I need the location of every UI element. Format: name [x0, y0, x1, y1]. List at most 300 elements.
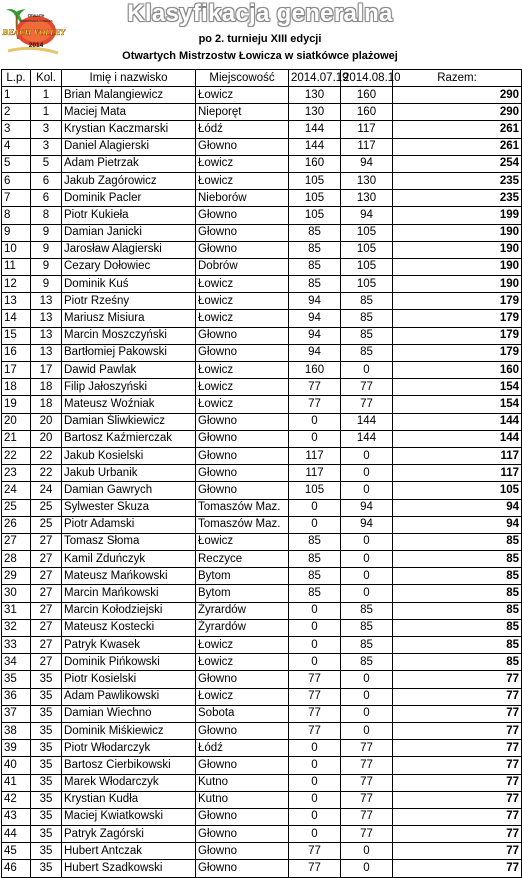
cell-town: Łowicz [196, 293, 289, 310]
cell-tournament-1: 77 [289, 705, 341, 722]
cell-name: Damian Gawrych [62, 482, 196, 499]
cell-town: Głowno [196, 808, 289, 825]
cell-name: Damian Śliwkiewicz [62, 413, 196, 430]
cell-position: 27 [31, 654, 62, 671]
cell-lp: 16 [2, 344, 31, 361]
cell-tournament-2: 0 [341, 585, 393, 602]
cell-name: Filip Jałoszyński [62, 379, 196, 396]
cell-town: Głowno [196, 482, 289, 499]
cell-lp: 42 [2, 791, 31, 808]
cell-position: 22 [31, 447, 62, 464]
cell-tournament-2: 85 [341, 310, 393, 327]
cell-name: Adam Pawlikowski [62, 688, 196, 705]
cell-tournament-1: 0 [289, 516, 341, 533]
cell-town: Bytom [196, 585, 289, 602]
cell-total: 77 [393, 808, 522, 825]
cell-tournament-1: 105 [289, 190, 341, 207]
cell-lp: 15 [2, 327, 31, 344]
cell-total: 254 [393, 155, 522, 172]
cell-name: Marcin Moszczyński [62, 327, 196, 344]
svg-text:Otwarte: Otwarte [27, 13, 45, 18]
cell-name: Marcin Mańkowski [62, 585, 196, 602]
page-header [0, 0, 522, 70]
cell-tournament-2: 0 [341, 551, 393, 568]
cell-total: 77 [393, 757, 522, 774]
cell-total: 117 [393, 465, 522, 482]
cell-tournament-2: 77 [341, 740, 393, 757]
cell-tournament-2: 0 [341, 465, 393, 482]
cell-lp: 33 [2, 637, 31, 654]
cell-tournament-2: 85 [341, 654, 393, 671]
table-row [2, 482, 522, 499]
cell-position: 1 [31, 104, 62, 121]
cell-town: Głowno [196, 860, 289, 877]
table-row [2, 465, 522, 482]
cell-tournament-2: 85 [341, 293, 393, 310]
cell-tournament-2: 77 [341, 774, 393, 791]
cell-tournament-2: 77 [341, 808, 393, 825]
cell-town: Głowno [196, 327, 289, 344]
cell-position: 35 [31, 671, 62, 688]
cell-lp: 45 [2, 843, 31, 860]
cell-position: 13 [31, 310, 62, 327]
cell-name: Dominik Kuś [62, 276, 196, 293]
cell-town: Tomaszów Maz. [196, 499, 289, 516]
cell-town: Łowicz [196, 362, 289, 379]
cell-tournament-1: 94 [289, 293, 341, 310]
classification-table [1, 69, 522, 878]
cell-town: Łowicz [196, 172, 289, 189]
cell-town: Głowno [196, 241, 289, 258]
cell-tournament-2: 94 [341, 155, 393, 172]
table-row [2, 860, 522, 877]
cell-town: Kutno [196, 774, 289, 791]
cell-name: Krystian Kaczmarski [62, 121, 196, 138]
cell-lp: 11 [2, 258, 31, 275]
cell-tournament-1: 0 [289, 499, 341, 516]
cell-position: 6 [31, 190, 62, 207]
cell-town: Bytom [196, 568, 289, 585]
table-row [2, 327, 522, 344]
cell-tournament-2: 0 [341, 705, 393, 722]
cell-total: 179 [393, 344, 522, 361]
cell-tournament-2: 0 [341, 843, 393, 860]
cell-tournament-2: 0 [341, 447, 393, 464]
cell-name: Jarosław Alagierski [62, 241, 196, 258]
cell-lp: 19 [2, 396, 31, 413]
cell-position: 27 [31, 619, 62, 636]
cell-tournament-1: 85 [289, 568, 341, 585]
cell-name: Patryk Zagórski [62, 826, 196, 843]
table-row [2, 396, 522, 413]
cell-town: Łowicz [196, 276, 289, 293]
cell-lp: 29 [2, 568, 31, 585]
cell-town: Łowicz [196, 379, 289, 396]
cell-position: 27 [31, 602, 62, 619]
cell-lp: 8 [2, 207, 31, 224]
cell-total: 77 [393, 826, 522, 843]
svg-text:BEACH VOLLEY: BEACH VOLLEY [2, 28, 66, 37]
table-row [2, 568, 522, 585]
table-row [2, 757, 522, 774]
cell-lp: 6 [2, 172, 31, 189]
cell-town: Łódź [196, 740, 289, 757]
cell-tournament-1: 94 [289, 344, 341, 361]
cell-tournament-1: 85 [289, 533, 341, 550]
cell-position: 3 [31, 138, 62, 155]
cell-lp: 44 [2, 826, 31, 843]
cell-tournament-1: 77 [289, 396, 341, 413]
cell-town: Łowicz [196, 87, 289, 104]
cell-total: 85 [393, 619, 522, 636]
cell-tournament-2: 77 [341, 826, 393, 843]
cell-tournament-1: 160 [289, 155, 341, 172]
cell-total: 179 [393, 310, 522, 327]
cell-tournament-1: 144 [289, 121, 341, 138]
table-row [2, 258, 522, 275]
cell-total: 179 [393, 293, 522, 310]
table-row [2, 499, 522, 516]
table-row [2, 740, 522, 757]
cell-name: Hubert Szadkowski [62, 860, 196, 877]
cell-name: Piotr Kosielski [62, 671, 196, 688]
cell-position: 35 [31, 774, 62, 791]
table-row [2, 585, 522, 602]
cell-lp: 31 [2, 602, 31, 619]
cell-lp: 3 [2, 121, 31, 138]
cell-total: 77 [393, 791, 522, 808]
cell-tournament-2: 85 [341, 327, 393, 344]
cell-tournament-2: 0 [341, 362, 393, 379]
cell-name: Adam Pietrzak [62, 155, 196, 172]
cell-name: Dawid Pawlak [62, 362, 196, 379]
page-title: Klasyfikacja generalna [127, 0, 393, 27]
cell-tournament-1: 105 [289, 172, 341, 189]
cell-name: Cezary Dołowiec [62, 258, 196, 275]
cell-position: 8 [31, 207, 62, 224]
cell-tournament-2: 94 [341, 207, 393, 224]
cell-tournament-2: 77 [341, 791, 393, 808]
cell-name: Mateusz Woźniak [62, 396, 196, 413]
cell-position: 9 [31, 241, 62, 258]
cell-town: Głowno [196, 757, 289, 774]
cell-name: Piotr Kukieła [62, 207, 196, 224]
table-row [2, 791, 522, 808]
cell-total: 85 [393, 568, 522, 585]
cell-tournament-1: 0 [289, 808, 341, 825]
table-row [2, 688, 522, 705]
cell-position: 35 [31, 826, 62, 843]
cell-town: Kutno [196, 791, 289, 808]
cell-tournament-1: 0 [289, 602, 341, 619]
cell-tournament-1: 0 [289, 757, 341, 774]
table-row [2, 155, 522, 172]
cell-lp: 23 [2, 465, 31, 482]
cell-name: Piotr Adamski [62, 516, 196, 533]
cell-town: Głowno [196, 413, 289, 430]
cell-tournament-2: 160 [341, 87, 393, 104]
cell-total: 94 [393, 516, 522, 533]
cell-name: Brian Malangiewicz [62, 87, 196, 104]
cell-tournament-2: 77 [341, 396, 393, 413]
cell-tournament-1: 0 [289, 740, 341, 757]
cell-total: 144 [393, 413, 522, 430]
cell-tournament-2: 0 [341, 568, 393, 585]
table-row [2, 87, 522, 104]
cell-tournament-1: 0 [289, 654, 341, 671]
cell-town: Żyrardów [196, 619, 289, 636]
cell-tournament-2: 77 [341, 757, 393, 774]
cell-town: Łowicz [196, 688, 289, 705]
cell-tournament-1: 0 [289, 413, 341, 430]
cell-town: Łowicz [196, 637, 289, 654]
table-row [2, 413, 522, 430]
cell-total: 190 [393, 224, 522, 241]
cell-lp: 26 [2, 516, 31, 533]
cell-total: 160 [393, 362, 522, 379]
cell-name: Sylwester Skuza [62, 499, 196, 516]
cell-position: 18 [31, 379, 62, 396]
column-header-tournament-1: 2014.07.19 [289, 70, 341, 87]
cell-tournament-1: 85 [289, 551, 341, 568]
cell-position: 13 [31, 327, 62, 344]
cell-tournament-2: 117 [341, 121, 393, 138]
column-header-name: Imię i nazwisko [62, 70, 196, 87]
cell-town: Łowicz [196, 396, 289, 413]
table-row [2, 362, 522, 379]
cell-tournament-1: 105 [289, 482, 341, 499]
cell-position: 9 [31, 258, 62, 275]
cell-position: 13 [31, 344, 62, 361]
cell-tournament-2: 94 [341, 516, 393, 533]
cell-name: Marcin Kołodziejski [62, 602, 196, 619]
cell-tournament-2: 105 [341, 276, 393, 293]
cell-total: 290 [393, 87, 522, 104]
cell-lp: 25 [2, 499, 31, 516]
cell-tournament-1: 85 [289, 585, 341, 602]
cell-name: Dominik Miśkiewicz [62, 722, 196, 739]
table-row [2, 379, 522, 396]
cell-position: 9 [31, 276, 62, 293]
table-row [2, 224, 522, 241]
cell-total: 190 [393, 241, 522, 258]
cell-tournament-1: 0 [289, 637, 341, 654]
cell-lp: 46 [2, 860, 31, 877]
table-row [2, 241, 522, 258]
cell-name: Dominik Pacler [62, 190, 196, 207]
cell-total: 77 [393, 774, 522, 791]
svg-text:Mistrzostwa Łowicza: Mistrzostwa Łowicza [19, 19, 53, 23]
cell-town: Głowno [196, 722, 289, 739]
cell-total: 85 [393, 533, 522, 550]
cell-total: 190 [393, 276, 522, 293]
table-row [2, 619, 522, 636]
cell-lp: 10 [2, 241, 31, 258]
cell-total: 179 [393, 327, 522, 344]
cell-position: 18 [31, 396, 62, 413]
cell-name: Tomasz Słoma [62, 533, 196, 550]
cell-total: 77 [393, 843, 522, 860]
cell-name: Maciej Mata [62, 104, 196, 121]
cell-tournament-2: 0 [341, 671, 393, 688]
cell-total: 85 [393, 585, 522, 602]
cell-tournament-1: 85 [289, 224, 341, 241]
cell-tournament-1: 77 [289, 671, 341, 688]
cell-tournament-2: 0 [341, 533, 393, 550]
cell-tournament-1: 130 [289, 87, 341, 104]
cell-position: 20 [31, 413, 62, 430]
cell-town: Głowno [196, 465, 289, 482]
cell-town: Głowno [196, 826, 289, 843]
cell-town: Tomaszów Maz. [196, 516, 289, 533]
cell-town: Dobrów [196, 258, 289, 275]
table-row [2, 602, 522, 619]
cell-lp: 4 [2, 138, 31, 155]
cell-position: 35 [31, 791, 62, 808]
cell-name: Mariusz Misiura [62, 310, 196, 327]
cell-position: 35 [31, 757, 62, 774]
cell-name: Jakub Urbanik [62, 465, 196, 482]
cell-total: 94 [393, 499, 522, 516]
column-header-kol: Kol. [31, 70, 62, 87]
cell-lp: 12 [2, 276, 31, 293]
cell-total: 85 [393, 637, 522, 654]
table-row [2, 138, 522, 155]
cell-total: 85 [393, 551, 522, 568]
cell-tournament-2: 144 [341, 430, 393, 447]
cell-name: Patryk Kwasek [62, 637, 196, 654]
table-row [2, 722, 522, 739]
cell-total: 235 [393, 172, 522, 189]
cell-position: 20 [31, 430, 62, 447]
cell-lp: 1 [2, 87, 31, 104]
cell-lp: 18 [2, 379, 31, 396]
cell-lp: 20 [2, 413, 31, 430]
cell-total: 199 [393, 207, 522, 224]
cell-position: 35 [31, 688, 62, 705]
cell-town: Łowicz [196, 654, 289, 671]
cell-total: 290 [393, 104, 522, 121]
cell-name: Piotr Włodarczyk [62, 740, 196, 757]
cell-tournament-1: 85 [289, 258, 341, 275]
cell-lp: 28 [2, 551, 31, 568]
table-row [2, 516, 522, 533]
cell-town: Żyrardów [196, 602, 289, 619]
cell-total: 261 [393, 121, 522, 138]
cell-position: 17 [31, 362, 62, 379]
cell-position: 35 [31, 843, 62, 860]
cell-position: 3 [31, 121, 62, 138]
table-body [2, 87, 522, 878]
table-row [2, 637, 522, 654]
table-row [2, 104, 522, 121]
cell-position: 13 [31, 293, 62, 310]
cell-position: 27 [31, 533, 62, 550]
cell-position: 27 [31, 585, 62, 602]
table-row [2, 276, 522, 293]
cell-position: 35 [31, 740, 62, 757]
table-row [2, 172, 522, 189]
cell-tournament-1: 117 [289, 447, 341, 464]
column-header-lp: L.p. [2, 70, 31, 87]
cell-position: 27 [31, 551, 62, 568]
table-row [2, 430, 522, 447]
cell-lp: 13 [2, 293, 31, 310]
cell-lp: 37 [2, 705, 31, 722]
cell-town: Głowno [196, 430, 289, 447]
cell-tournament-1: 85 [289, 276, 341, 293]
column-header-tournament-2: 2014.08.10 [341, 70, 393, 87]
cell-town: Głowno [196, 671, 289, 688]
cell-town: Głowno [196, 207, 289, 224]
cell-position: 1 [31, 87, 62, 104]
cell-lp: 24 [2, 482, 31, 499]
cell-tournament-1: 130 [289, 104, 341, 121]
cell-position: 6 [31, 172, 62, 189]
cell-tournament-2: 0 [341, 688, 393, 705]
table-header-row [2, 70, 522, 87]
cell-tournament-2: 77 [341, 379, 393, 396]
cell-town: Głowno [196, 138, 289, 155]
cell-tournament-1: 0 [289, 619, 341, 636]
cell-name: Kamil Zduńczyk [62, 551, 196, 568]
cell-lp: 38 [2, 722, 31, 739]
cell-position: 25 [31, 516, 62, 533]
cell-town: Nieporęt [196, 104, 289, 121]
cell-total: 154 [393, 396, 522, 413]
cell-position: 27 [31, 568, 62, 585]
cell-tournament-2: 0 [341, 482, 393, 499]
cell-town: Łowicz [196, 310, 289, 327]
cell-name: Jakub Zagórowicz [62, 172, 196, 189]
cell-name: Mateusz Mańkowski [62, 568, 196, 585]
cell-tournament-2: 105 [341, 241, 393, 258]
cell-tournament-2: 105 [341, 258, 393, 275]
cell-name: Bartłomiej Pakowski [62, 344, 196, 361]
table-row [2, 705, 522, 722]
subtitle-event: Otwartych Mistrzostw Łowicza w siatkówce plażowej [122, 50, 398, 62]
cell-lp: 5 [2, 155, 31, 172]
cell-position: 35 [31, 808, 62, 825]
subtitle-round: po 2. turnieju XIII edycji [198, 33, 322, 45]
cell-tournament-1: 105 [289, 207, 341, 224]
cell-tournament-1: 77 [289, 722, 341, 739]
cell-tournament-1: 77 [289, 860, 341, 877]
cell-name: Piotr Rześny [62, 293, 196, 310]
column-header-total: Razem: [393, 70, 522, 87]
cell-name: Damian Janicki [62, 224, 196, 241]
cell-position: 35 [31, 722, 62, 739]
cell-total: 77 [393, 860, 522, 877]
table-row [2, 121, 522, 138]
column-header-town: Miejscowość [196, 70, 289, 87]
cell-tournament-1: 94 [289, 327, 341, 344]
table-row [2, 654, 522, 671]
cell-name: Maciej Kwiatkowski [62, 808, 196, 825]
cell-lp: 36 [2, 688, 31, 705]
cell-lp: 41 [2, 774, 31, 791]
cell-name: Bartosz Kaźmierczak [62, 430, 196, 447]
cell-position: 35 [31, 705, 62, 722]
cell-lp: 43 [2, 808, 31, 825]
cell-tournament-2: 94 [341, 499, 393, 516]
cell-lp: 39 [2, 740, 31, 757]
cell-tournament-1: 77 [289, 688, 341, 705]
cell-tournament-2: 85 [341, 344, 393, 361]
cell-name: Krystian Kudła [62, 791, 196, 808]
cell-tournament-2: 85 [341, 637, 393, 654]
table-row [2, 774, 522, 791]
